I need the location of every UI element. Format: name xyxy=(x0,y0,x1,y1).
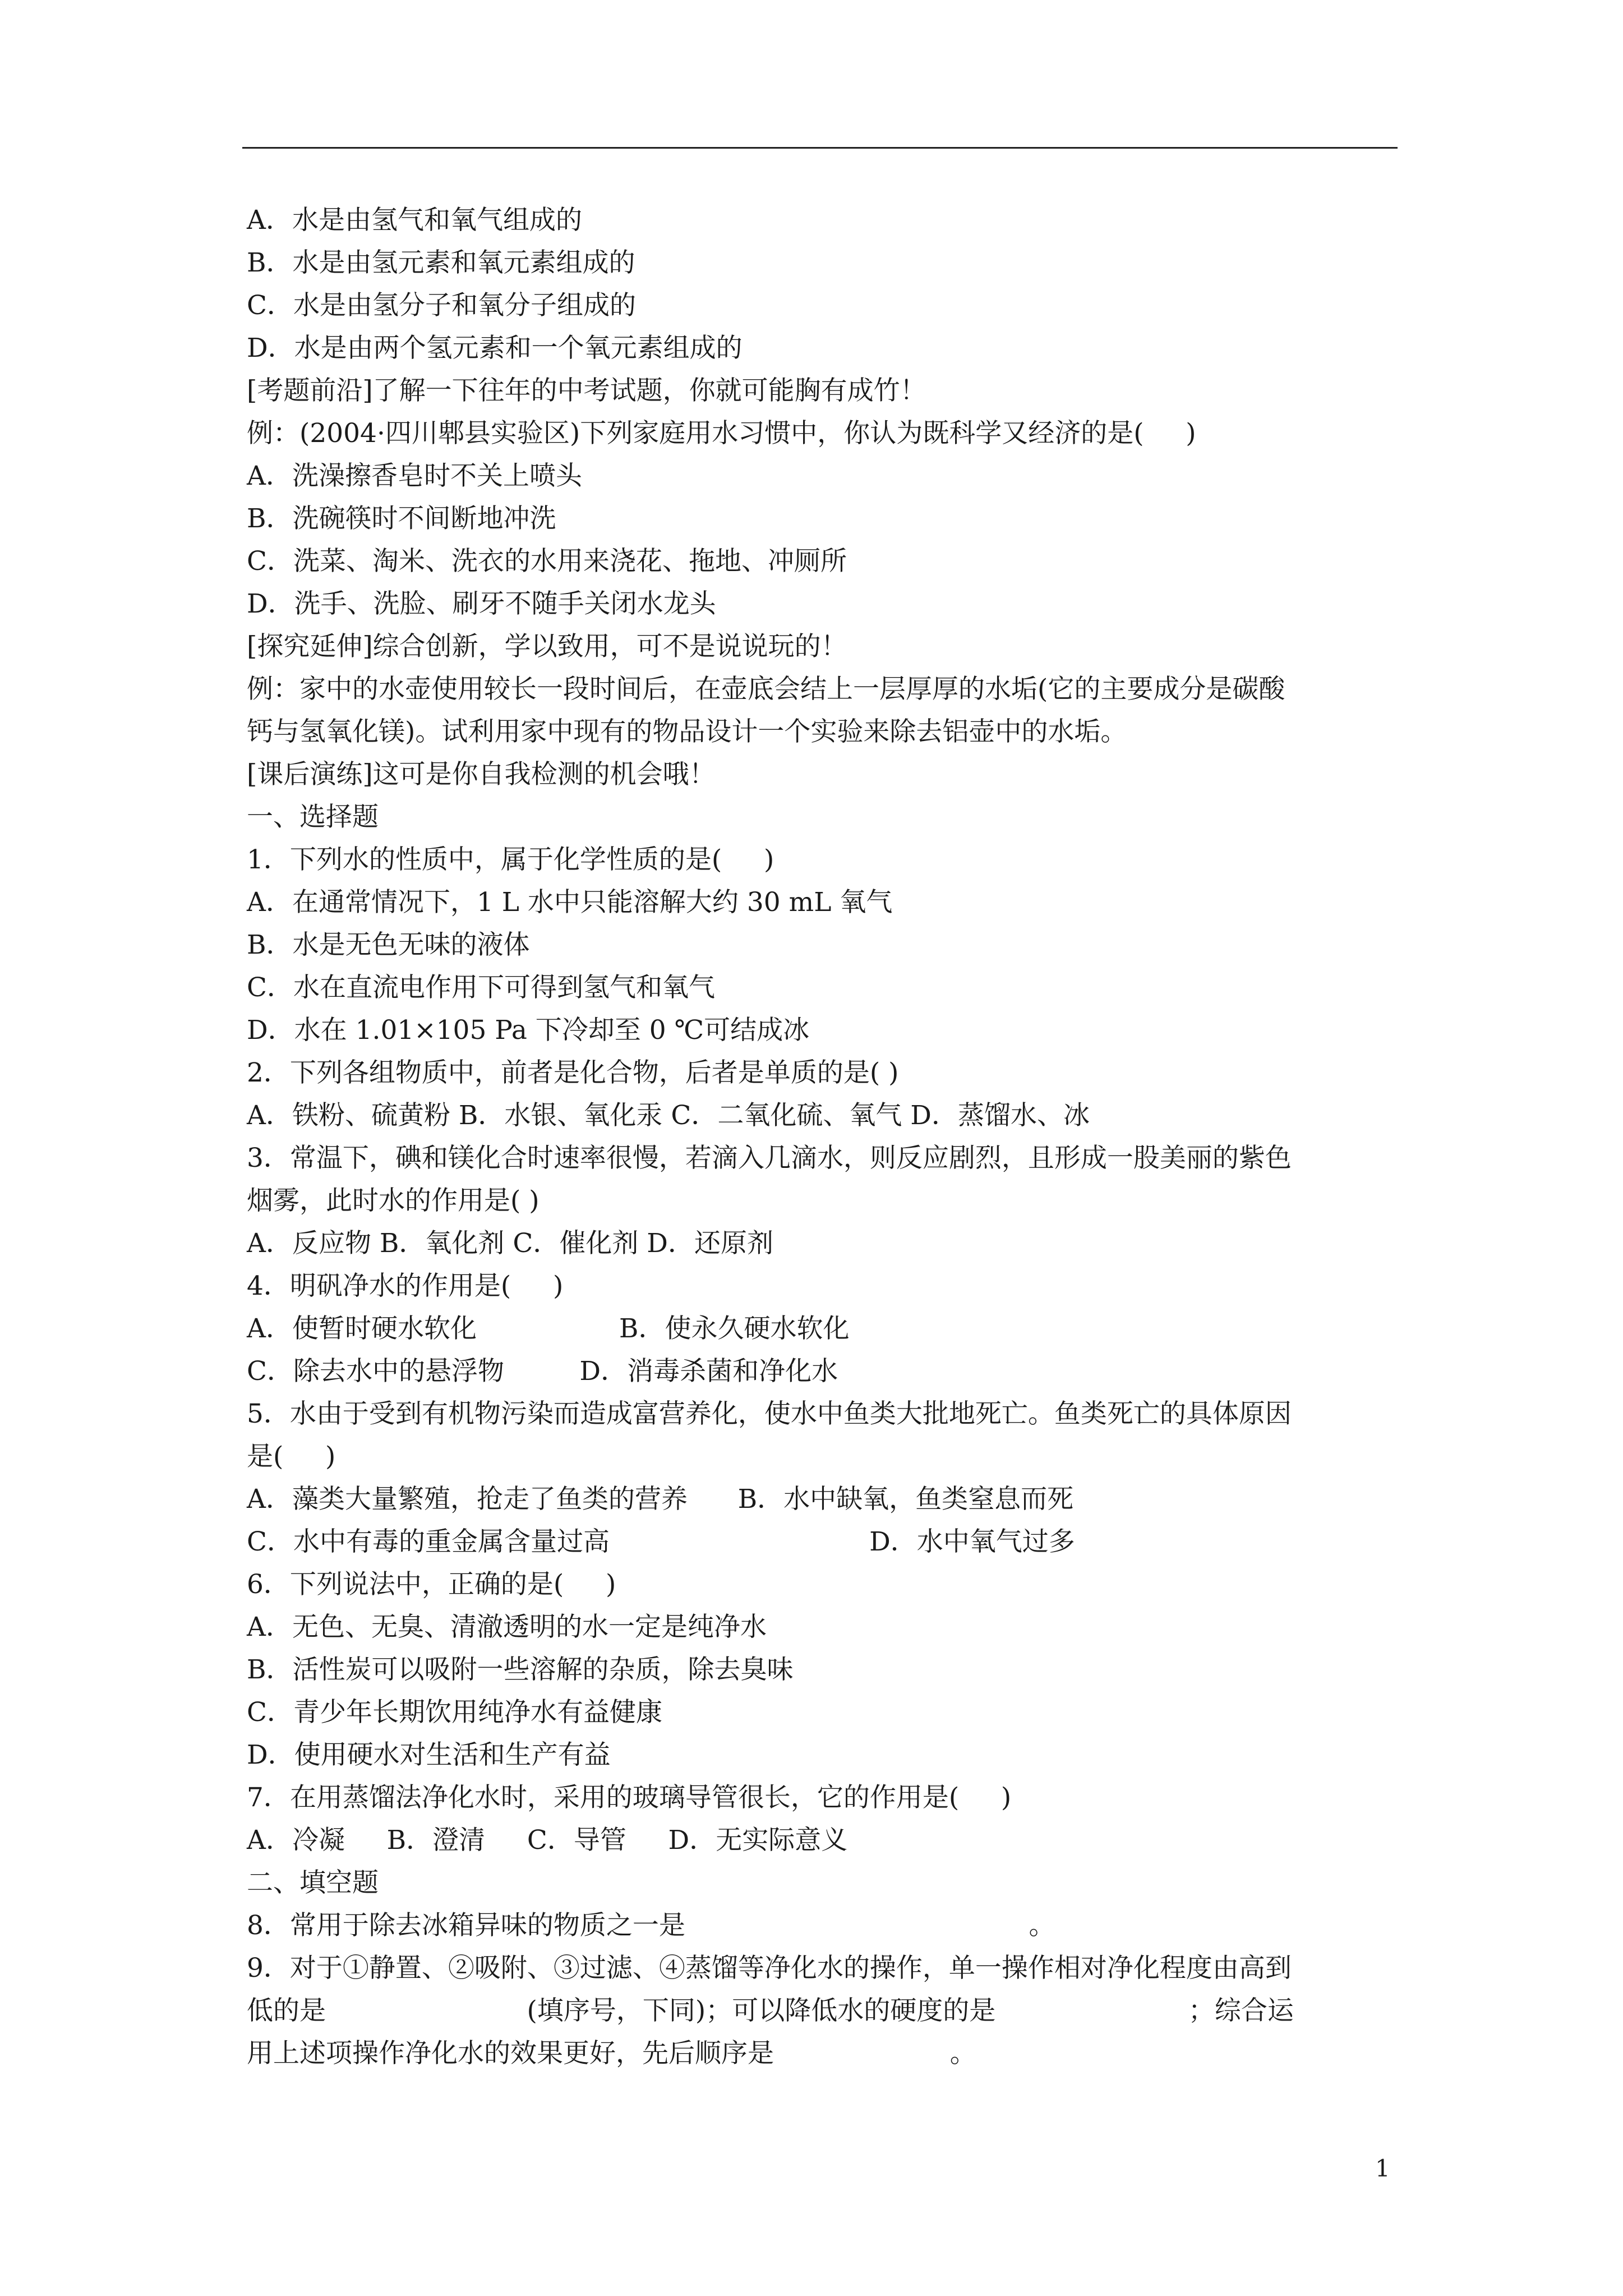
text-line: 低的是 (填序号，下同)；可以降低水的硬度的是 ；综合运 xyxy=(247,1995,1294,2026)
text-line: C．水在直流电作用下可得到氢气和氧气 xyxy=(247,972,715,1003)
text-line: 8．常用于除去冰箱异味的物质之一是 。 xyxy=(247,1910,1055,1941)
text-line: A．冷凝 B．澄清 C．导管 D．无实际意义 xyxy=(247,1825,848,1856)
text-line: 7．在用蒸馏法净化水时，采用的玻璃导管很长，它的作用是( ) xyxy=(247,1782,1012,1813)
text-line: 9．对于①静置、②吸附、③过滤、④蒸馏等净化水的操作，单一操作相对净化程度由高到 xyxy=(247,1953,1292,1984)
text-line: 4．明矾净水的作用是( ) xyxy=(247,1271,564,1301)
text-line: A．铁粉、硫黄粉 B．水银、氧化汞 C．二氧化硫、氧气 D．蒸馏水、冰 xyxy=(247,1100,1090,1131)
text-line: A．在通常情况下，1 L 水中只能溶解大约 30 mL 氧气 xyxy=(247,887,893,918)
text-line: D．洗手、洗脸、刷牙不随手关闭水龙头 xyxy=(247,588,716,619)
text-line: [探究延伸]综合创新，学以致用，可不是说说玩的！ xyxy=(247,631,847,662)
text-line: 1．下列水的性质中，属于化学性质的是( ) xyxy=(247,844,774,875)
text-line: 用上述项操作净化水的效果更好，先后顺序是 。 xyxy=(247,2038,976,2069)
text-line: 一、选择题 xyxy=(247,802,379,832)
text-line: C．水是由氢分子和氧分子组成的 xyxy=(247,290,636,321)
text-line: 钙与氢氧化镁)。试利用家中现有的物品设计一个实验来除去铝壶中的水垢。 xyxy=(247,716,1127,747)
text-line: 例：家中的水壶使用较长一段时间后，在壶底会结上一层厚厚的水垢(它的主要成分是碳酸 xyxy=(247,674,1285,705)
text-line: 2．下列各组物质中，前者是化合物，后者是单质的是( ) xyxy=(247,1057,899,1088)
header-rule xyxy=(242,147,1398,149)
text-line: A．水是由氢气和氧气组成的 xyxy=(247,205,582,236)
text-line: B．水是无色无味的液体 xyxy=(247,930,530,960)
text-line: B．洗碗筷时不间断地冲洗 xyxy=(247,503,556,534)
text-line: B．活性炭可以吸附一些溶解的杂质，除去臭味 xyxy=(247,1654,794,1685)
text-line: B．水是由氢元素和氧元素组成的 xyxy=(247,247,635,278)
text-line: 3．常温下，碘和镁化合时速率很慢，若滴入几滴水，则反应剧烈，且形成一股美丽的紫色 xyxy=(247,1143,1292,1174)
text-line: [考题前沿]了解一下往年的中考试题，你就可能胸有成竹！ xyxy=(247,375,926,406)
text-line: D．水在 1.01×105 Pa 下冷却至 0 ℃可结成冰 xyxy=(247,1015,810,1046)
text-line: 烟雾，此时水的作用是( ) xyxy=(247,1185,540,1216)
text-line: A．无色、无臭、清澈透明的水一定是纯净水 xyxy=(247,1612,767,1642)
text-line: C．水中有毒的重金属含量过高 D．水中氧气过多 xyxy=(247,1526,1075,1557)
text-line: A．藻类大量繁殖，抢走了鱼类的营养 B．水中缺氧，鱼类窒息而死 xyxy=(247,1484,1074,1515)
text-line: A．洗澡擦香皂时不关上喷头 xyxy=(247,461,582,491)
text-line: 5．水由于受到有机物污染而造成富营养化，使水中鱼类大批地死亡。鱼类死亡的具体原因 xyxy=(247,1398,1292,1429)
text-line: C．青少年长期饮用纯净水有益健康 xyxy=(247,1697,662,1728)
text-line: 6．下列说法中，正确的是( ) xyxy=(247,1569,616,1600)
text-line: 是( ) xyxy=(247,1441,336,1472)
text-line: 二、填空题 xyxy=(247,1867,379,1898)
text-line: [课后演练]这可是你自我检测的机会哦！ xyxy=(247,759,716,790)
page-number: 1 xyxy=(1375,2155,1390,2182)
text-line: D．使用硬水对生活和生产有益 xyxy=(247,1740,611,1770)
text-line: A．使暂时硬水软化 B．使永久硬水软化 xyxy=(247,1313,850,1344)
text-line: A．反应物 B．氧化剂 C．催化剂 D．还原剂 xyxy=(247,1228,773,1259)
text-line: 例：(2004·四川郫县实验区)下列家庭用水习惯中，你认为既科学又经济的是( ) xyxy=(247,418,1196,449)
text-line: D．水是由两个氢元素和一个氧元素组成的 xyxy=(247,333,743,364)
text-line: C．洗菜、淘米、洗衣的水用来浇花、拖地、冲厕所 xyxy=(247,546,847,577)
text-line: C．除去水中的悬浮物 D．消毒杀菌和净化水 xyxy=(247,1356,838,1387)
